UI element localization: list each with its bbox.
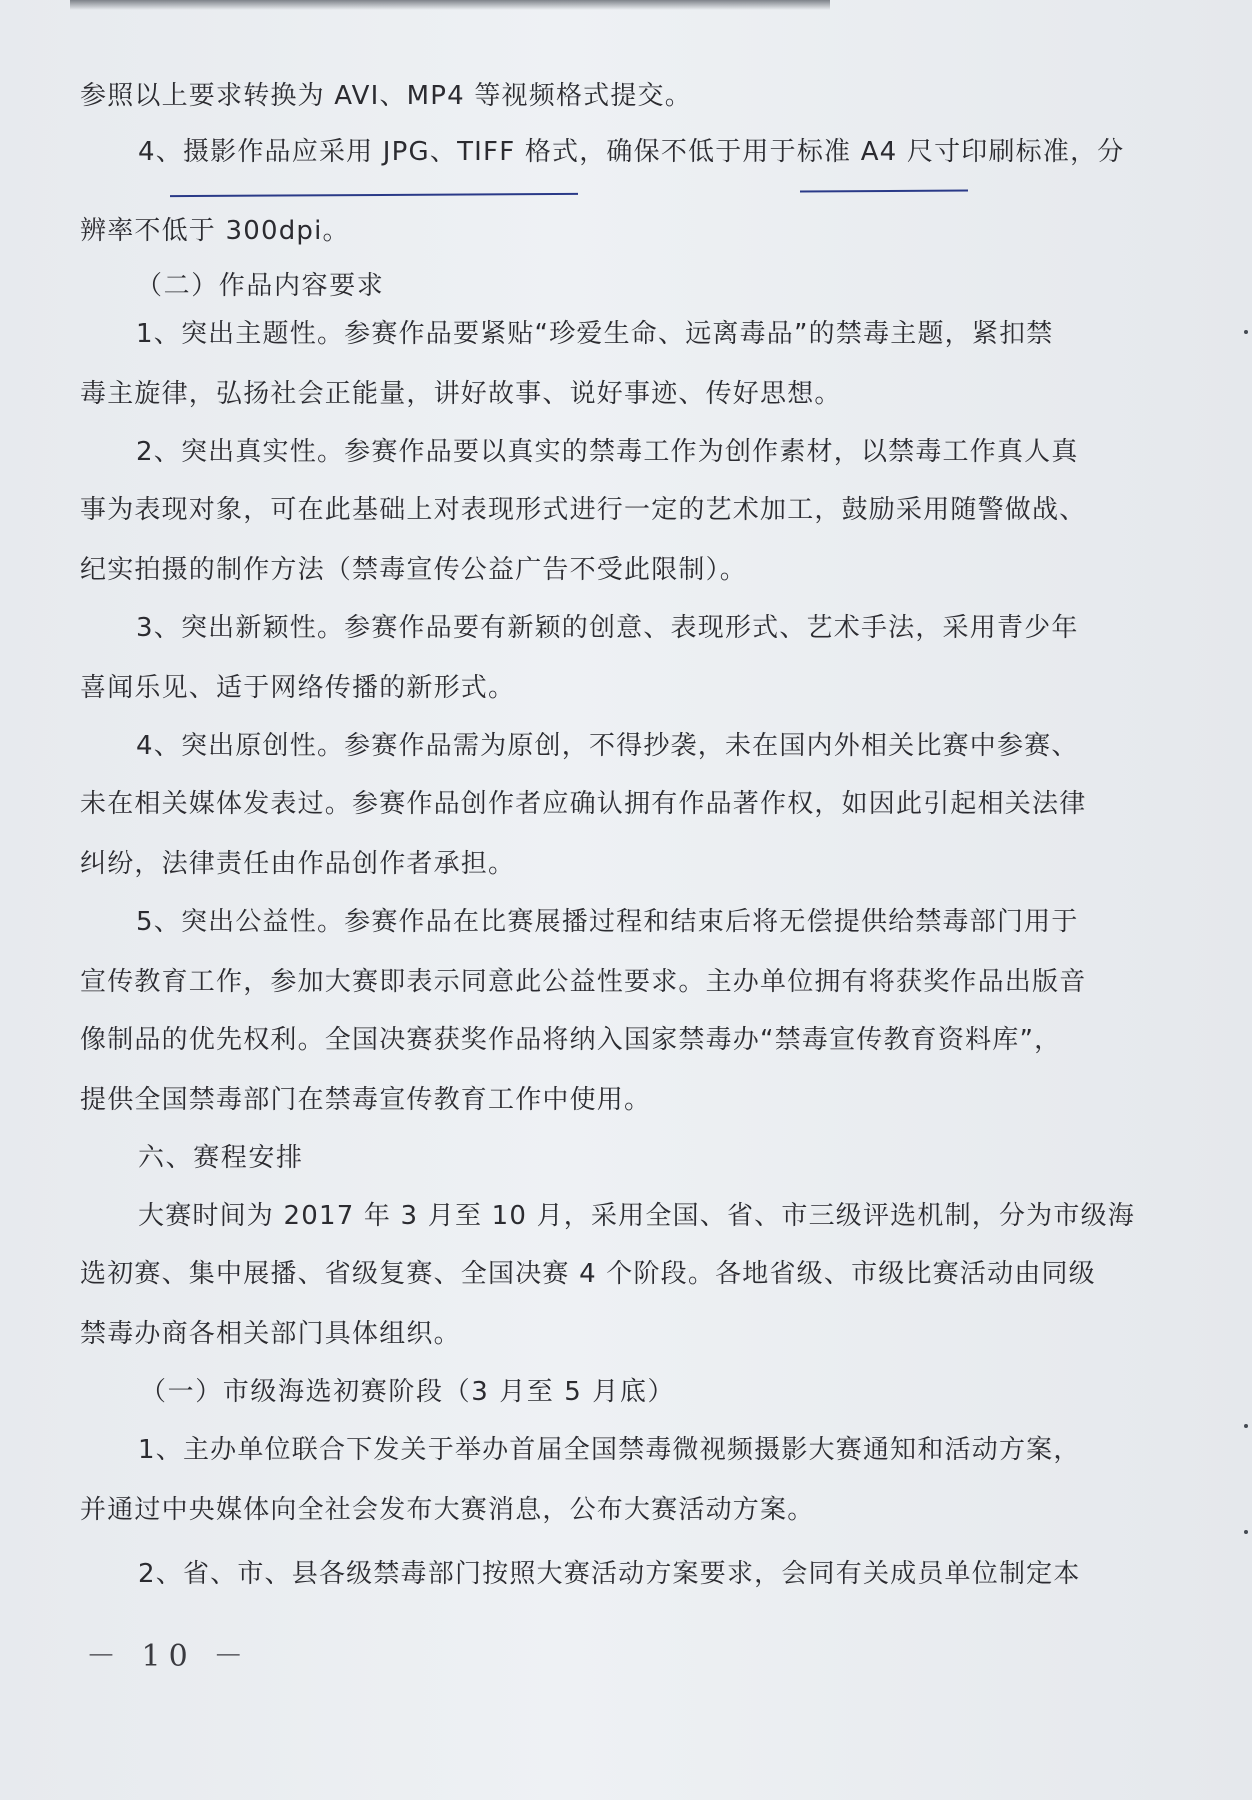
text-line: 4、摄影作品应采用 JPG、TIFF 格式，确保不低于用于标准 A4 尺寸印刷标准，分 bbox=[138, 137, 1125, 167]
scan-edge-mark bbox=[1244, 1424, 1248, 1428]
text-line: 1、主办单位联合下发关于举办首届全国禁毒微视频摄影大赛通知和活动方案， bbox=[138, 1435, 1081, 1465]
text-line: 1、突出主题性。参赛作品要紧贴“珍爱生命、远离毒品”的禁毒主题，紧扣禁 bbox=[136, 319, 1054, 349]
text-line: 禁毒办商各相关部门具体组织。 bbox=[80, 1319, 461, 1349]
text-line: 宣传教育工作，参加大赛即表示同意此公益性要求。主办单位拥有将获奖作品出版音 bbox=[80, 967, 1087, 997]
text-line: 参照以上要求转换为 AVI、MP4 等视频格式提交。 bbox=[80, 81, 692, 111]
scan-edge-mark bbox=[1244, 330, 1248, 334]
pen-underline-a4 bbox=[800, 190, 968, 193]
text-line: 2、突出真实性。参赛作品要以真实的禁毒工作为创作素材，以禁毒工作真人真 bbox=[136, 437, 1079, 467]
text-line: 提供全国禁毒部门在禁毒宣传教育工作中使用。 bbox=[80, 1085, 652, 1115]
pen-underline-format bbox=[170, 193, 578, 197]
section-heading: 六、赛程安排 bbox=[138, 1143, 304, 1173]
text-line: 辨率不低于 300dpi。 bbox=[80, 216, 350, 246]
scan-edge-mark bbox=[1244, 1530, 1248, 1534]
text-line: 4、突出原创性。参赛作品需为原创，不得抄袭，未在国内外相关比赛中参赛、 bbox=[136, 731, 1079, 761]
text-line: 未在相关媒体发表过。参赛作品创作者应确认拥有作品著作权，如因此引起相关法律 bbox=[80, 789, 1087, 819]
text-line: 纪实拍摄的制作方法（禁毒宣传公益广告不受此限制）。 bbox=[80, 555, 748, 585]
page-number: － 10 － bbox=[86, 1639, 252, 1674]
text-line: 像制品的优先权利。全国决赛获奖作品将纳入国家禁毒办“禁毒宣传教育资料库”， bbox=[80, 1025, 1062, 1055]
text-line: 事为表现对象，可在此基础上对表现形式进行一定的艺术加工，鼓励采用随警做战、 bbox=[80, 495, 1087, 525]
text-line: 喜闻乐见、适于网络传播的新形式。 bbox=[80, 673, 516, 703]
text-line: 纠纷，法律责任由作品创作者承担。 bbox=[80, 849, 516, 879]
text-line: 毒主旋律，弘扬社会正能量，讲好故事、说好事迹、传好思想。 bbox=[80, 379, 842, 409]
scan-edge-shadow bbox=[70, 0, 830, 10]
text-line: 选初赛、集中展播、省级复赛、全国决赛 4 个阶段。各地省级、市级比赛活动由同级 bbox=[80, 1259, 1096, 1289]
text-line: 大赛时间为 2017 年 3 月至 10 月，采用全国、省、市三级评选机制，分为市级海 bbox=[138, 1201, 1135, 1231]
text-line: 并通过中央媒体向全社会发布大赛消息，公布大赛活动方案。 bbox=[80, 1495, 815, 1525]
text-line: 5、突出公益性。参赛作品在比赛展播过程和结束后将无偿提供给禁毒部门用于 bbox=[136, 907, 1079, 937]
text-line: 2、省、市、县各级禁毒部门按照大赛活动方案要求，会同有关成员单位制定本 bbox=[138, 1559, 1081, 1589]
section-heading: （一）市级海选初赛阶段（3 月至 5 月底） bbox=[140, 1377, 676, 1407]
text-line: 3、突出新颖性。参赛作品要有新颖的创意、表现形式、艺术手法，采用青少年 bbox=[136, 613, 1079, 643]
section-heading: （二）作品内容要求 bbox=[136, 271, 385, 301]
